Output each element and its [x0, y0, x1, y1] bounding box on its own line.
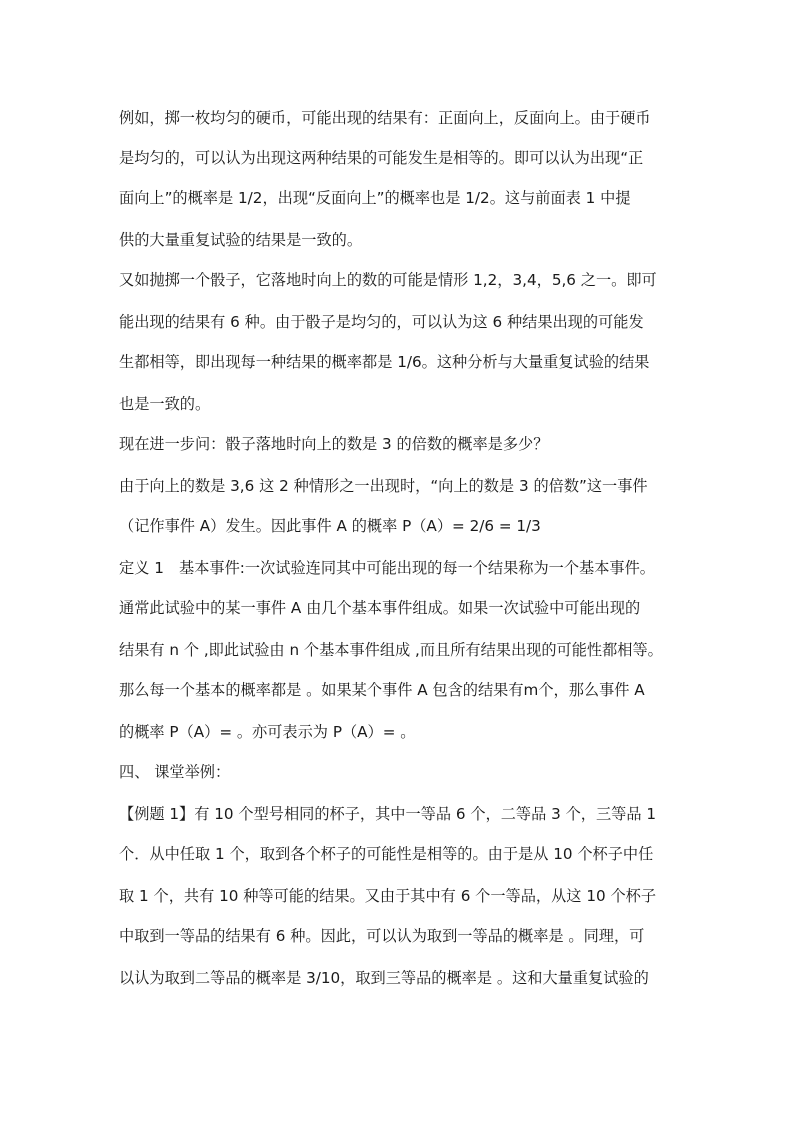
paragraph-line: 面向上”的概率是 1/2，出现“反面向上”的概率也是 1/2。这与前面表 1 中提 [119, 189, 631, 207]
paragraph-line: 也是一致的。 [119, 395, 211, 413]
paragraph-line: 能出现的结果有 6 种。由于骰子是均匀的，可以认为这 6 种结果出现的可能发 [119, 313, 644, 331]
definition-line: 定义 1 基本事件:一次试验连同其中可能出现的每一个结果称为一个基本事件。 [119, 559, 655, 577]
paragraph-line: 结果有 n 个 ,即此试验由 n 个基本事件组成 ,而且所有结果出现的可能性都相等。 [119, 641, 663, 659]
paragraph-line: 例如，掷一枚均匀的硬币，可能出现的结果有：正面向上，反面向上。由于硬币 [119, 109, 651, 127]
paragraph-line: 由于向上的数是 3,6 这 2 种情形之一出现时，“向上的数是 3 的倍数”这一事件 [119, 477, 648, 495]
paragraph-line: 那么每一个基本的概率都是 。如果某个事件 A 包含的结果有m个，那么事件 A [119, 681, 645, 699]
paragraph-line: 的概率 P（A）= 。亦可表示为 P（A）= 。 [119, 723, 416, 741]
paragraph-line: 中取到一等品的结果有 6 种。因此，可以认为取到一等品的概率是 。同理，可 [119, 927, 645, 945]
paragraph-line: 以认为取到二等品的概率是 3/10，取到三等品的概率是 。这和大量重复试验的 [119, 969, 649, 987]
paragraph-line: 生都相等，即出现每一种结果的概率都是 1/6。这种分析与大量重复试验的结果 [119, 353, 650, 371]
paragraph-line: （记作事件 A）发生。因此事件 A 的概率 P（A）= 2/6 = 1/3 [119, 517, 541, 535]
paragraph-line: 通常此试验中的某一事件 A 由几个基本事件组成。如果一次试验中可能出现的 [119, 599, 641, 617]
paragraph-line: 供的大量重复试验的结果是一致的。 [119, 231, 362, 249]
paragraph-line: 现在进一步问：骰子落地时向上的数是 3 的倍数的概率是多少？ [119, 435, 549, 453]
paragraph-line: 又如抛掷一个骰子，它落地时向上的数的可能是情形 1,2，3,4，5,6 之一。即可 [119, 271, 657, 289]
paragraph-line: 是均匀的，可以认为出现这两种结果的可能发生是相等的。即可以认为出现“正 [119, 149, 644, 167]
section-heading: 四、 课堂举例： [119, 763, 231, 781]
paragraph-line: 取 1 个，共有 10 种等可能的结果。又由于其中有 6 个一等品，从这 10 个杯子 [119, 887, 657, 905]
paragraph-line: 个．从中任取 1 个，取到各个杯子的可能性是相等的。由于是从 10 个杯子中任 [119, 845, 654, 863]
example-line: 【例题 1】有 10 个型号相同的杯子，其中一等品 6 个，二等品 3 个，三等品 1 [119, 805, 657, 823]
